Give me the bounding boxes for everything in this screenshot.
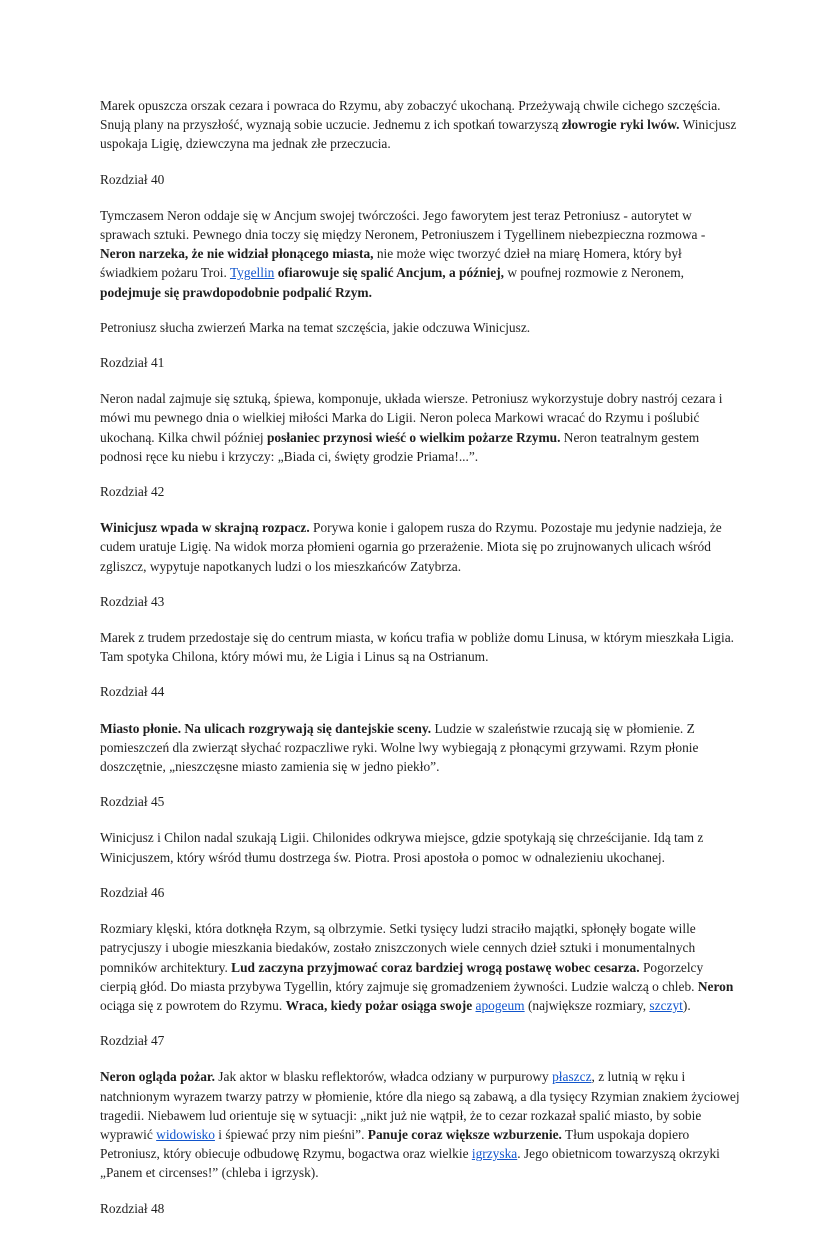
glossary-link[interactable]: szczyt: [649, 997, 683, 1013]
chapter-heading: Rozdział 41: [100, 355, 165, 371]
text-run: Porywa konie i galopem rusza do Rzymu. Pozostaje mu jedynie nadzieja, że cudem uratuje Ligię. Na widok morza płomieni ogarnia go przerażenie. Miota się po zrujnowanych ulicach wśród zgliszcz, wypytuje napotkanych ludzi o los mieszkańców Zatybrza.: [100, 520, 722, 574]
text-run: Marek opuszcza orszak cezara i powraca do Rzymu, aby zobaczyć ukochaną. Przeżywają chwile cichego szczęścia. Snują plany na przyszłość, wyznają sobie uczucie. Jednemu z ich spotkań towarzyszą: [100, 98, 721, 133]
text-run: Marek z trudem przedostaje się do centrum miasta, w końcu trafia w pobliże domu Linusa, w którym mieszkała Ligia. Tam spotyka Chilona, który mówi mu, że Ligia i Linus są na Ostrianum.: [100, 630, 735, 665]
text-run: Rozmiary klęski, która dotknęła Rzym, są olbrzymie. Setki tysięcy ludzi straciło majątki, spłonęły bogate wille patrycjuszy i ubogie mieszkania biedaków, zostało zniszczonych wiele cennych dzieł sztuki i monumentalnych pomników architektury.: [100, 921, 696, 975]
bold-text: Neron: [697, 978, 734, 994]
chapter-heading: Rozdział 43: [100, 593, 165, 609]
paragraph: [100, 628, 740, 666]
paragraph: [100, 96, 740, 154]
bold-text: ofiarowuje się spalić Ancjum, a później,: [277, 265, 505, 281]
bold-text: Neron ogląda pożar.: [100, 1069, 215, 1085]
bold-text: Miasto płonie. Na ulicach rozgrywają się dantejskie sceny.: [100, 720, 432, 736]
paragraph: [100, 1067, 740, 1182]
bold-text: Lud zaczyna przyjmować coraz bardziej wrogą postawę wobec cesarza.: [231, 959, 640, 975]
text-run: Winicjusz i Chilon nadal szukają Ligii. Chilonides odkrywa miejsce, gdzie spotykają się chrześcijanie. Idą tam z Winicjuszem, który wśród tłumu dostrzega św. Piotra. Prosi apostoła o pomoc w odnalezieniu ukochanej.: [100, 830, 704, 865]
glossary-link[interactable]: igrzyska: [471, 1146, 518, 1162]
document-page: [100, 96, 740, 1235]
glossary-link[interactable]: widowisko: [156, 1126, 215, 1142]
chapter-heading: Rozdział 46: [100, 884, 165, 900]
paragraph: [100, 719, 740, 777]
paragraph: [100, 389, 740, 466]
text-run: . Jego obietnicom towarzyszą okrzyki „Panem et circenses!” (chleba i igrzysk).: [100, 1146, 720, 1181]
text-run: ).: [682, 997, 691, 1013]
paragraph: [100, 828, 740, 866]
text-run: Neron teatralnym gestem podnosi ręce ku niebu i krzyczy: „Biada ci, święty grodzie Priama!...”.: [100, 429, 700, 464]
text-run: (największe rozmiary,: [524, 997, 650, 1013]
paragraph: [100, 919, 740, 1015]
chapter-heading: Rozdział 42: [100, 484, 165, 500]
text-run: w poufnej rozmowie z Neronem,: [504, 265, 684, 281]
text-run: Petroniusz słucha zwierzeń Marka na temat szczęścia, jakie odczuwa Winicjusz.: [100, 319, 531, 335]
text-run: Jak aktor w blasku reflektorów, władca odziany w purpurowy: [214, 1069, 553, 1085]
chapter-heading: Rozdział 45: [100, 794, 165, 810]
glossary-link[interactable]: płaszcz: [552, 1069, 592, 1085]
text-run: ociąga się z powrotem do Rzymu.: [100, 997, 286, 1013]
text-run: Pogorzelcy cierpią głód. Do miasta przybywa Tygellin, który zajmuje się gromadzeniem żywności. Ludzie walczą o chleb.: [100, 959, 704, 994]
chapter-heading: Rozdział 44: [100, 684, 165, 700]
bold-text: podejmuje się prawdopodobnie podpalić Rzym.: [100, 284, 372, 300]
bold-text: Wraca, kiedy pożar osiąga swoje: [285, 997, 473, 1013]
text-run: Tymczasem Neron oddaje się w Ancjum swojej twórczości. Jego faworytem jest teraz Petroniusz - autorytet w sprawach sztuki. Pewnego dnia toczy się między Neronem, Petroniuszem i Tygellinem niebezpieczna rozmowa -: [100, 207, 706, 243]
bold-text: Winicjusz wpada w skrajną rozpacz.: [100, 520, 310, 536]
paragraph: [100, 206, 740, 302]
paragraph: [100, 318, 740, 337]
text-run: , z lutnią w ręku i natchnionym wyrazem twarzy patrzy w płomienie, które dla niego są zabawą, a dla tysięcy Rzymian znakiem życiowej tragedii. Niebawem lud orientuje się w sytuacji: „nikt już nie wątpił, że to cezar rozkazał spalić miasto, by sobie wyprawić: [100, 1069, 740, 1142]
chapter-heading: Rozdział 48: [100, 1200, 165, 1216]
text-run: Winicjusz uspokaja Ligię, dziewczyna ma jednak złe przeczucia.: [100, 117, 737, 152]
chapter-heading: Rozdział 40: [100, 171, 165, 187]
chapter-heading: Rozdział 47: [100, 1033, 165, 1049]
bold-text: złowrogie ryki lwów.: [561, 117, 680, 133]
paragraph: [100, 518, 740, 576]
text-run: nie może więc tworzyć dzieł na miarę Homera, który był świadkiem pożaru Troi.: [100, 246, 682, 281]
text-run: Ludzie w szaleństwie rzucają się w płomienie. Z pomieszczeń dla zwierząt słychać rozpaczliwe ryki. Wolne lwy wybiegają z płonącymi grzywami. Rzym płonie doszczętnie, „nieszczęsne miasto zamienia się w jedno piekło”.: [100, 720, 699, 775]
bold-text: posłaniec przynosi wieść o wielkim pożarze Rzymu.: [266, 429, 561, 445]
glossary-link[interactable]: apogeum: [475, 997, 525, 1013]
bold-text: Neron narzeka, że nie widział płonącego miasta,: [100, 246, 374, 262]
text-run: i śpiewać przy nim pieśni”.: [214, 1126, 368, 1142]
text-run: Tłum uspokaja dopiero Petroniusz, który obiecuje odbudowę Rzymu, bogactwa oraz wielkie: [100, 1126, 690, 1162]
bold-text: Panuje coraz większe wzburzenie.: [367, 1126, 562, 1142]
text-run: Neron nadal zajmuje się sztuką, śpiewa, komponuje, układa wiersze. Petroniusz wykorzystuje dobry nastrój cezara i mówi mu pewnego dnia o wielkiej miłości Marka do Ligii. Neron poleca Markowi wracać do Rzymu i poślubić ukochaną. Kilka chwil później: [100, 391, 723, 445]
glossary-link[interactable]: Tygellin: [229, 265, 275, 281]
